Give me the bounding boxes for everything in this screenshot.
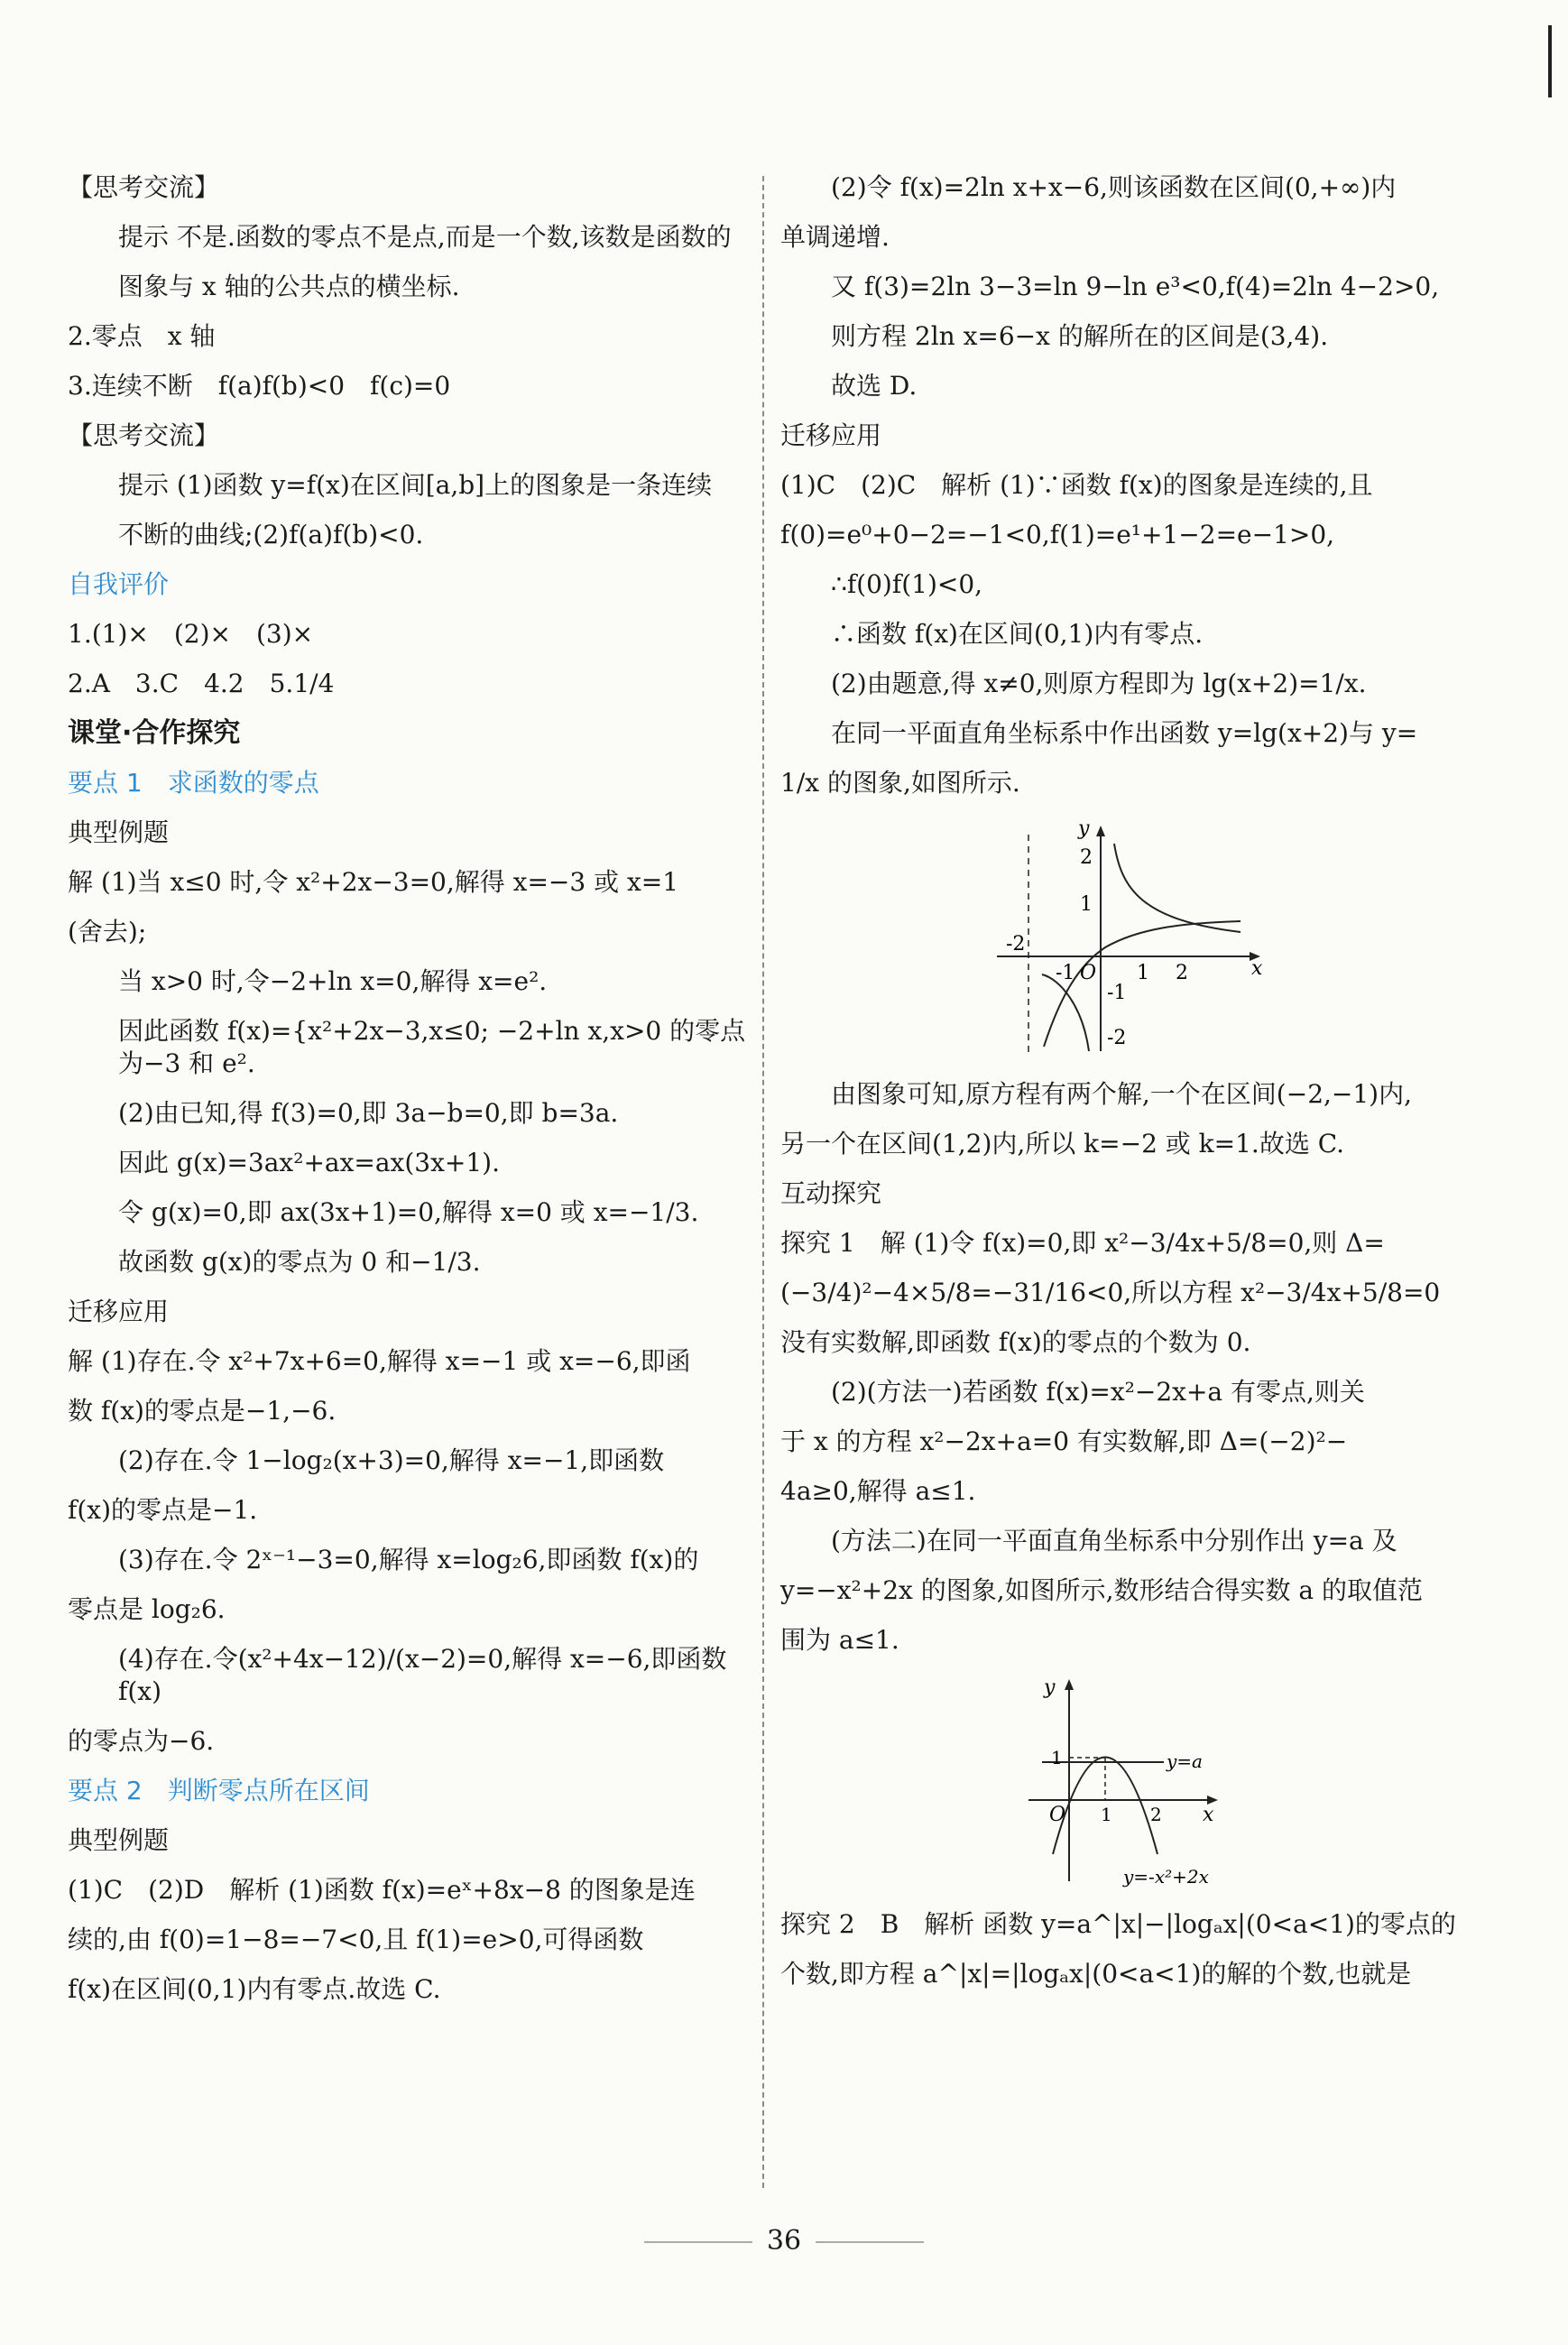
fig1-tick-y-1: 1: [1080, 893, 1093, 916]
left-line: (2)由已知,得 f(3)=0,即 3a−b=0,即 b=3a.: [118, 1098, 619, 1128]
left-column: [68, 171, 753, 2023]
right-mid-line: 另一个在区间(1,2)内,所以 k=−2 或 k=1.故选 C.: [780, 1129, 1345, 1159]
right-top-line: 迁移应用: [780, 420, 882, 450]
left-line: 【思考交流】: [68, 172, 220, 202]
right-top-line: 单调递增.: [780, 222, 890, 252]
fig1-tick-y-neg1: -1: [1107, 982, 1127, 1004]
right-top-line: (2)由题意,得 x≠0,则原方程即为 lg(x+2)=1/x.: [831, 669, 1367, 698]
left-line: 要点 2 判断零点所在区间: [68, 1776, 370, 1805]
left-line: 典型例题: [68, 1825, 170, 1855]
right-bottom-text: [780, 1908, 1466, 1990]
right-top-line: (2)令 f(x)=2ln x+x−6,则该函数在区间(0,+∞)内: [831, 172, 1397, 202]
fig1-tick-x-neg2: -2: [1006, 933, 1026, 956]
fig2-x-label: x: [1203, 1804, 1214, 1826]
left-line: 提示 不是.函数的零点不是点,而是一个数,该数是函数的: [118, 222, 732, 252]
right-top-line: 在同一平面直角坐标系中作出函数 y=lg(x+2)与 y=: [831, 718, 1418, 748]
left-line: 解 (1)当 x≤0 时,令 x²+2x−3=0,解得 x=−3 或 x=1: [68, 867, 679, 897]
left-line: 故函数 g(x)的零点为 0 和−1/3.: [118, 1247, 481, 1277]
left-line: 要点 1 求函数的零点: [68, 768, 319, 798]
left-line: 1.(1)× (2)× (3)×: [68, 619, 314, 649]
fig1-tick-y-neg2: -2: [1107, 1027, 1127, 1049]
left-line: 迁移应用: [68, 1297, 170, 1326]
fig1-origin: O: [1080, 962, 1097, 984]
fig2-origin: O: [1049, 1804, 1066, 1826]
left-line: 自我评价: [68, 569, 170, 599]
right-mid-line: y=−x²+2x 的图象,如图所示,数形结合得实数 a 的取值范: [780, 1575, 1424, 1605]
left-line: 图象与 x 轴的公共点的横坐标.: [118, 272, 460, 301]
left-line: 课堂·合作探究: [68, 717, 241, 749]
left-line: 3.连续不断 f(a)f(b)<0 f(c)=0: [68, 371, 451, 401]
right-mid-line: (−3/4)²−4×5/8=−31/16<0,所以方程 x²−3/4x+5/8=0: [780, 1278, 1441, 1307]
fig2-y-label: y: [1044, 1676, 1056, 1699]
right-mid-line: 互动探究: [780, 1178, 882, 1208]
right-top-line: ∴函数 f(x)在区间(0,1)内有零点.: [831, 619, 1204, 649]
edge-mark: [1548, 25, 1552, 97]
left-line: 令 g(x)=0,即 ax(3x+1)=0,解得 x=0 或 x=−1/3.: [118, 1197, 699, 1227]
right-top-line: 则方程 2ln x=6−x 的解所在的区间是(3,4).: [831, 321, 1329, 351]
left-line: (3)存在.令 2ˣ⁻¹−3=0,解得 x=log₂6,即函数 f(x)的: [118, 1545, 699, 1574]
page-number: 36: [766, 2225, 802, 2257]
right-mid-line: 围为 a≤1.: [780, 1625, 899, 1655]
right-top-line: 又 f(3)=2ln 3−3=ln 9−ln e³<0,f(4)=2ln 4−2>0,: [831, 272, 1440, 301]
figure-lg-reciprocal: [979, 817, 1268, 1060]
left-line: 提示 (1)函数 y=f(x)在区间[a,b]上的图象是一条连续: [118, 470, 713, 500]
left-line: 续的,由 f(0)=1−8=−7<0,且 f(1)=e>0,可得函数: [68, 1925, 644, 1954]
right-top-line: (1)C (2)C 解析 (1)∵函数 f(x)的图象是连续的,且: [780, 470, 1373, 500]
page-footer: [0, 2225, 1568, 2257]
right-top-line: f(0)=e⁰+0−2=−1<0,f(1)=e¹+1−2=e−1>0,: [780, 520, 1335, 549]
figure-parabola: [1015, 1674, 1231, 1890]
right-mid-line: (2)(方法一)若函数 f(x)=x²−2x+a 有零点,则关: [831, 1377, 1365, 1407]
left-line: f(x)的零点是−1.: [68, 1495, 258, 1525]
right-top-text: [780, 171, 1466, 799]
left-line: (1)C (2)D 解析 (1)函数 f(x)=eˣ+8x−8 的图象是连: [68, 1875, 696, 1905]
fig1-tick-y-2: 2: [1080, 846, 1093, 869]
right-mid-line: 由图象可知,原方程有两个解,一个在区间(−2,−1)内,: [831, 1079, 1413, 1109]
left-line: f(x)在区间(0,1)内有零点.故选 C.: [68, 1974, 441, 2004]
left-line: 的零点为−6.: [68, 1726, 215, 1756]
right-top-line: 故选 D.: [831, 371, 918, 401]
right-column: [780, 171, 1466, 2008]
left-line: (2)存在.令 1−log₂(x+3)=0,解得 x=−1,即函数: [118, 1445, 665, 1475]
fig1-tick-x-neg1: -1: [1056, 962, 1075, 984]
column-divider: [762, 176, 764, 2188]
left-line: 典型例题: [68, 817, 170, 847]
left-line: 数 f(x)的零点是−1,−6.: [68, 1396, 337, 1426]
left-line: 零点是 log₂6.: [68, 1594, 226, 1624]
fig1-tick-x-2: 2: [1176, 962, 1188, 984]
right-mid-line: 探究 1 解 (1)令 f(x)=0,即 x²−3/4x+5/8=0,则 Δ=: [780, 1228, 1385, 1258]
fig2-tick-y-1: 1: [1051, 1747, 1063, 1768]
right-bottom-line: 个数,即方程 a^|x|=|logₐx|(0<a<1)的解的个数,也就是: [780, 1959, 1412, 1989]
fig1-y-label: y: [1078, 817, 1090, 840]
left-line: 【思考交流】: [68, 420, 220, 450]
left-line: 因此 g(x)=3ax²+ax=ax(3x+1).: [118, 1148, 500, 1177]
right-mid-line: (方法二)在同一平面直角坐标系中分别作出 y=a 及: [831, 1526, 1397, 1556]
left-line: 2.零点 x 轴: [68, 321, 216, 351]
right-mid-line: 没有实数解,即函数 f(x)的零点的个数为 0.: [780, 1327, 1251, 1357]
fig2-tick-x-1: 1: [1101, 1804, 1112, 1825]
right-mid-line: 于 x 的方程 x²−2x+a=0 有实数解,即 Δ=(−2)²−: [780, 1426, 1348, 1456]
right-bottom-line: 探究 2 B 解析 函数 y=a^|x|−|logₐx|(0<a<1)的零点的: [780, 1909, 1456, 1939]
fig2-curve-label: y=-x²+2x: [1123, 1866, 1209, 1888]
left-line: 2.A 3.C 4.2 5.1/4: [68, 669, 335, 698]
left-line: 不断的曲线;(2)f(a)f(b)<0.: [118, 520, 424, 549]
left-line: 解 (1)存在.令 x²+7x+6=0,解得 x=−1 或 x=−6,即函: [68, 1346, 691, 1376]
left-line: 因此函数 f(x)={x²+2x−3,x≤0; −2+ln x,x>0 的零点为−3 和 e².: [118, 1016, 746, 1078]
left-line: (舍去);: [68, 917, 147, 946]
fig1-x-label: x: [1251, 957, 1263, 980]
right-top-line: 1/x 的图象,如图所示.: [780, 768, 1020, 798]
fig2-line-label: y=a: [1167, 1750, 1203, 1772]
fig1-tick-x-1: 1: [1137, 962, 1149, 984]
right-mid-line: 4a≥0,解得 a≤1.: [780, 1476, 976, 1506]
left-line: 当 x>0 时,令−2+ln x=0,解得 x=e².: [118, 966, 548, 996]
right-mid-text: [780, 1078, 1466, 1657]
fig2-tick-x-2: 2: [1150, 1804, 1162, 1825]
right-top-line: ∴f(0)f(1)<0,: [831, 569, 983, 599]
left-line: (4)存在.令(x²+4x−12)/(x−2)=0,解得 x=−6,即函数 f(x): [118, 1644, 735, 1706]
